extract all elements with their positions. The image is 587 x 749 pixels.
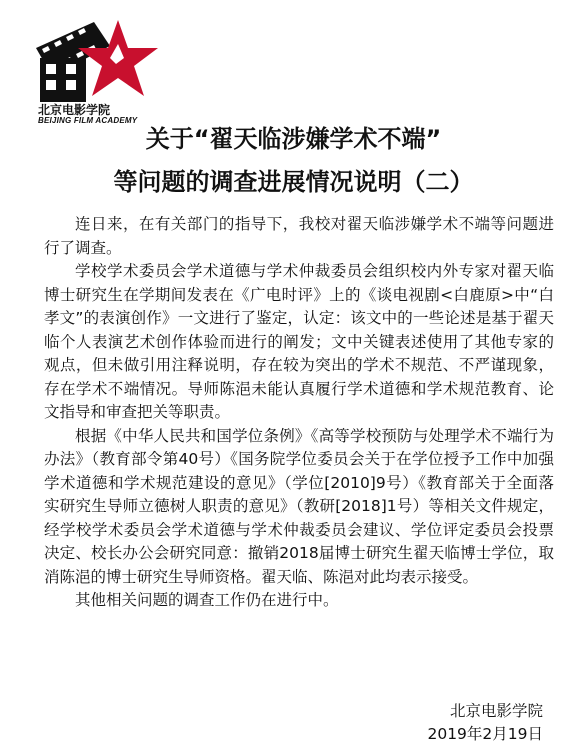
signature-organization: 北京电影学院: [449, 702, 543, 720]
film-star-logo-icon: [36, 18, 176, 102]
logo-chinese-name: 北京电影学院: [38, 103, 111, 117]
document-title-line-2: 等问题的调查进展情况说明（二）: [113, 168, 474, 196]
signature-date: 2019年2月19日: [427, 725, 543, 743]
bfa-logo: [36, 18, 176, 125]
document-body: [44, 213, 554, 613]
paragraph: 学校学术委员会学术道德与学术仲裁委员会组织校内外专家对翟天临博士研究生在学期间发表在《广电时评》上的《谈电视剧<白鹿原>中“白孝文”的表演创作》一文进行了鉴定，认定：该文中的一些论述是基于翟天临个人表演艺术创作体验而进行的阐发；文中关键表述使用了其他专家的观点，但未做引用注释说明，存在较为突出的学术不规范、不严谨现象，存在学术不端情况。导师陈浥未能认真履行学术道德和学术规范教育、论文指导和审查把关等职责。: [44, 262, 554, 421]
paragraph: 其他相关问题的调查工作仍在进行中。: [75, 591, 339, 609]
logo-english-name: BEIJING FILM ACADEMY: [38, 116, 138, 125]
paragraph: 连日来，在有关部门的指导下，我校对翟天临涉嫌学术不端等问题进行了调查。: [44, 215, 554, 257]
document-title-line-1: 关于“翟天临涉嫌学术不端”: [145, 125, 442, 153]
paragraph: 根据《中华人民共和国学位条例》《高等学校预防与处理学术不端行为办法》（教育部令第40号）《国务院学位委员会关于在学位授予工作中加强学术道德和学术规范建设的意见》（学位[2010]9号）《教育部关于全面落实研究生导师立德树人职责的意见》（教研[2018]1号）等相关文件规定，经学校学术委员会学术道德与学术仲裁委员会建议、学位评定委员会投票决定、校长办公会研究同意：撤销2018届博士研究生翟天临博士学位，取消陈浥的博士研究生导师资格。翟天临、陈浥对此均表示接受。: [44, 426, 554, 586]
